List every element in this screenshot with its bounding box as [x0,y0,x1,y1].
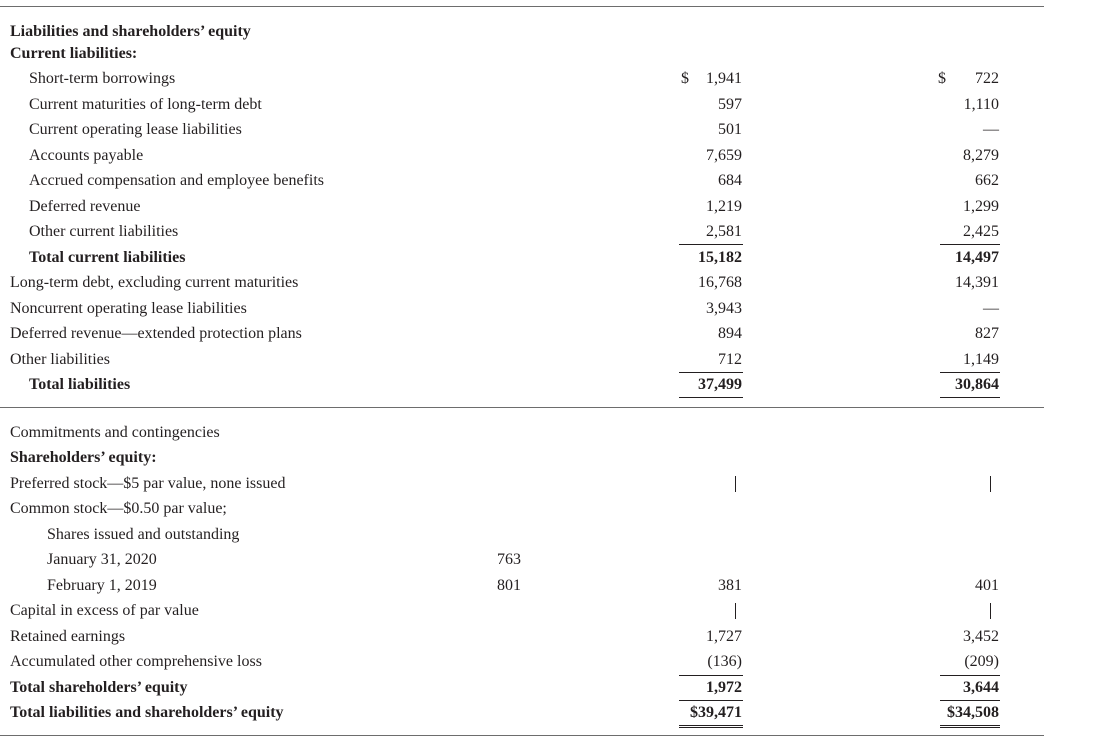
nil-marker [990,603,991,619]
table-row [0,195,1044,219]
total-underline [940,397,1000,398]
value-2020: $39,471 [690,704,742,721]
table-row [0,625,1044,649]
value-2019: 1,110 [963,96,999,113]
value-2019: 662 [975,172,999,189]
table-row [0,472,1044,496]
row-label: Total liabilities and shareholders’ equity [10,704,284,721]
row-label: Total current liabilities [29,249,186,266]
value-2020: 381 [718,577,742,594]
table-row [0,523,1044,547]
table-row [0,246,1044,270]
row-label: Common stock—$0.50 par value; [10,500,227,517]
total-underline [679,397,743,398]
table-row [0,421,1044,445]
nil-marker [990,476,991,492]
row-label: Noncurrent operating lease liabilities [10,300,247,317]
table-row [0,169,1044,193]
value-2020: 3,943 [706,300,742,317]
value-2020: 7,659 [706,147,742,164]
value-2019: 401 [975,577,999,594]
current-liabilities-header: Current liabilities: [10,45,138,62]
table-row [0,322,1044,346]
row-label: Current maturities of long-term debt [29,96,262,113]
nil-marker [735,603,736,619]
grand-total-double-underline [679,725,743,728]
row-label: Other current liabilities [29,223,179,240]
table-row [0,348,1044,372]
section-title-row [0,20,1044,44]
row-label: Current operating lease liabilities [29,121,242,138]
current-liabilities-header-row [0,42,1044,66]
equity-header: Shareholders’ equity: [10,449,157,466]
table-row [0,650,1044,674]
value-2019: 1,149 [963,351,999,368]
value-2019: 14,391 [955,274,999,291]
value-2019: 1,299 [963,198,999,215]
row-label: Other liabilities [10,351,110,368]
table-row [0,676,1044,700]
row-label: Shares issued and outstanding [47,526,240,543]
value-2020: 1,972 [706,679,742,696]
table-row [0,144,1044,168]
value-2019: 2,425 [963,223,999,240]
bottom-rule [0,735,1044,736]
grand-total-double-underline [940,725,1000,728]
value-2019: 14,497 [955,249,999,266]
table-row [0,373,1044,397]
value-2019: 722 [975,70,999,87]
nil-marker [735,476,736,492]
table-row [0,220,1044,244]
row-label: Preferred stock—$5 par value, none issued [10,475,286,492]
value-2019: 827 [975,325,999,342]
value-2019: $34,508 [947,704,999,721]
value-2020: 1,941 [706,70,742,87]
value-2019: — [983,121,999,138]
top-rule [0,6,1044,7]
value-2019: 30,864 [955,376,999,393]
commitments-label: Commitments and contingencies [10,424,220,441]
value-2020: 684 [718,172,742,189]
subtotal-underline [679,244,743,245]
row-label: Total liabilities [29,376,131,393]
section-divider [0,407,1044,408]
equity-header-row [0,446,1044,470]
value-2019: 3,452 [963,628,999,645]
row-label: Retained earnings [10,628,126,645]
row-label: Long-term debt, excluding current maturities [10,274,299,291]
table-row [0,118,1044,142]
value-2020: 16,768 [698,274,742,291]
table-row [0,271,1044,295]
table-row [0,67,1044,91]
value-2019: — [983,300,999,317]
value-2020: 597 [718,96,742,113]
value-2020: 712 [718,351,742,368]
value-2020: 1,727 [706,628,742,645]
table-row [0,548,1044,572]
row-label: Total shareholders’ equity [10,679,188,696]
row-label: Accumulated other comprehensive loss [10,653,262,670]
value-2020: (136) [707,653,742,670]
value-2020: 501 [718,121,742,138]
table-row [0,599,1044,623]
row-label: Short-term borrowings [29,70,176,87]
value-2019: 3,644 [963,679,999,696]
value-2019: (209) [964,653,999,670]
shares-value: 801 [497,577,521,594]
shares-value: 763 [497,551,521,568]
row-label: Deferred revenue—extended protection plans [10,325,302,342]
row-label: Deferred revenue [29,198,141,215]
value-2020: 37,499 [698,376,742,393]
subtotal-underline [940,244,1000,245]
value-2019: 8,279 [963,147,999,164]
row-label: Accrued compensation and employee benefits [29,172,324,189]
currency-symbol: $ [938,70,946,87]
table-row [0,297,1044,321]
table-row [0,93,1044,117]
liabilities-section-title: Liabilities and shareholders’ equity [10,23,251,40]
value-2020: 2,581 [706,223,742,240]
currency-symbol: $ [681,70,689,87]
row-label: Capital in excess of par value [10,602,199,619]
table-row [0,701,1044,725]
value-2020: 15,182 [698,249,742,266]
value-2020: 1,219 [706,198,742,215]
row-label: Accounts payable [29,147,144,164]
row-label: February 1, 2019 [47,577,157,594]
table-row [0,497,1044,521]
value-2020: 894 [718,325,742,342]
row-label: January 31, 2020 [47,551,157,568]
table-row [0,574,1044,598]
